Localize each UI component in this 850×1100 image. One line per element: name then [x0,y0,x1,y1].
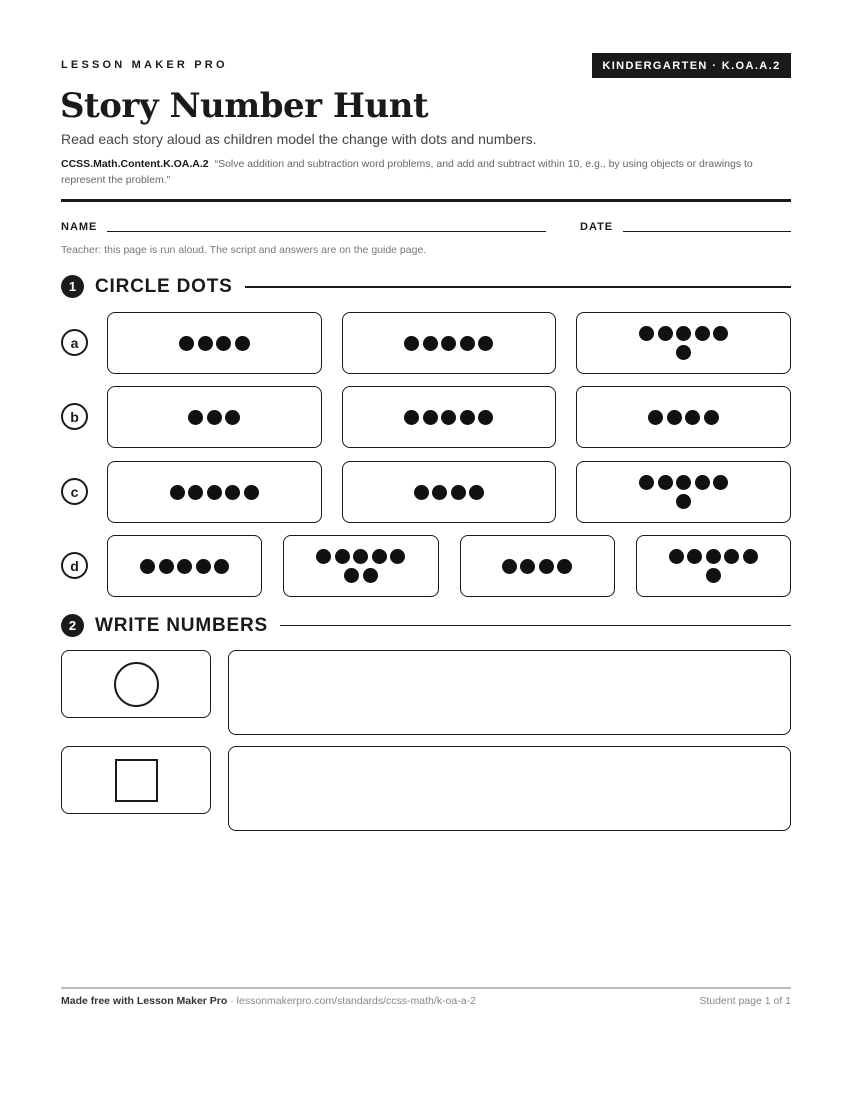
dot [676,345,691,360]
shape-card-square [61,746,211,814]
date-field-line[interactable] [623,231,791,232]
dot [669,549,684,564]
row-label: b [61,403,88,430]
dot [539,559,554,574]
dot [335,549,350,564]
dot-card[interactable] [342,386,557,448]
dot [502,559,517,574]
dot [225,410,240,425]
dot [460,336,475,351]
dot [687,549,702,564]
dot [214,559,229,574]
dot [235,336,250,351]
dot [695,326,710,341]
footer-separator: · [227,995,237,1007]
footer-credit [61,995,476,1007]
answer-box[interactable] [228,650,791,735]
dot [316,549,331,564]
section-title: WRITE NUMBERS [95,614,268,636]
dot [207,410,222,425]
dot [353,549,368,564]
footer-url[interactable]: lessonmakerpro.com/standards/ccss-math/k-oa-a-2 [236,995,476,1007]
row-label: c [61,478,88,505]
dot-card[interactable] [576,461,791,523]
dot [667,410,682,425]
dot-group [396,485,502,500]
dot [177,559,192,574]
dot-group [396,410,502,425]
dot-card[interactable] [107,535,262,597]
section-number-badge: 2 [61,614,84,637]
dot [196,559,211,574]
dot [706,549,721,564]
dot-group [161,410,267,425]
dot [658,326,673,341]
dot-card[interactable] [283,535,438,597]
dot-group [484,559,590,574]
dot [676,475,691,490]
dot-card[interactable] [342,461,557,523]
dot [423,336,438,351]
dot [244,485,259,500]
grade-badge: KINDERGARTEN · K.OA.A.2 [592,53,791,78]
dot [724,549,739,564]
brand-name: LESSON MAKER PRO [61,59,228,71]
dot-group [631,410,737,425]
dot-group [132,559,238,574]
page-subtitle: Read each story aloud as children model the change with dots and numbers. [61,131,537,147]
dot [390,549,405,564]
section-rule [245,286,791,288]
dot [639,475,654,490]
dot-card[interactable] [342,312,557,374]
dot [198,336,213,351]
dot [216,336,231,351]
dot [372,549,387,564]
square-icon [115,759,158,802]
row-label: d [61,552,88,579]
dot-group [308,549,414,583]
dot [432,485,447,500]
dot [713,475,728,490]
dot [658,475,673,490]
header-divider [61,199,791,202]
dot [344,568,359,583]
footer-divider [61,987,791,989]
dot-group [161,336,267,351]
shape-card-circle [61,650,211,718]
dot-group [631,326,737,360]
footer-made-with: Made free with Lesson Maker Pro [61,995,228,1007]
page-title: Story Number Hunt [60,86,429,126]
dot [676,326,691,341]
dot [743,549,758,564]
dot [639,326,654,341]
name-label: NAME [61,221,98,233]
dot-group [631,475,737,509]
circle-icon [114,662,159,707]
dot-group [660,549,766,583]
dot [441,410,456,425]
dot [520,559,535,574]
dot-card[interactable] [107,386,322,448]
dot [225,485,240,500]
dot-group [161,485,267,500]
dot [704,410,719,425]
dot [469,485,484,500]
dot-card[interactable] [636,535,791,597]
dot [695,475,710,490]
dot [478,410,493,425]
dot [706,568,721,583]
dot [170,485,185,500]
section-write-numbers-heading [61,614,791,637]
section-number-badge: 1 [61,275,84,298]
dot [478,336,493,351]
dot [404,336,419,351]
dot [685,410,700,425]
dot [713,326,728,341]
dot [159,559,174,574]
dot [207,485,222,500]
dot [460,410,475,425]
row-label: a [61,329,88,356]
name-field-line[interactable] [107,231,546,232]
dot [676,494,691,509]
section-title: CIRCLE DOTS [95,275,233,297]
answer-box[interactable] [228,746,791,831]
dot [423,410,438,425]
dot [414,485,429,500]
dot [188,485,203,500]
dot [404,410,419,425]
dot [557,559,572,574]
section-circle-dots-heading [61,275,791,298]
dot [179,336,194,351]
standard-text: “Solve addition and subtraction word problems, and add and subtract within 10, e.g., by using objects or drawings to represent the problem.” [61,158,753,186]
dot [188,410,203,425]
dot-card[interactable] [576,386,791,448]
footer-page-number: Student page 1 of 1 [699,995,791,1007]
standard-code: CCSS.Math.Content.K.OA.A.2 [61,158,209,170]
dot-group [396,336,502,351]
dot [451,485,466,500]
section-rule [280,625,791,626]
dot [363,568,378,583]
teacher-note: Teacher: this page is run aloud. The script and answers are on the guide page. [61,244,427,256]
dot [648,410,663,425]
date-label: DATE [580,221,614,233]
dot-card[interactable] [460,535,615,597]
standard-description [61,156,781,188]
dot [140,559,155,574]
dot-card[interactable] [107,312,322,374]
dot-card[interactable] [576,312,791,374]
dot [441,336,456,351]
dot-card[interactable] [107,461,322,523]
